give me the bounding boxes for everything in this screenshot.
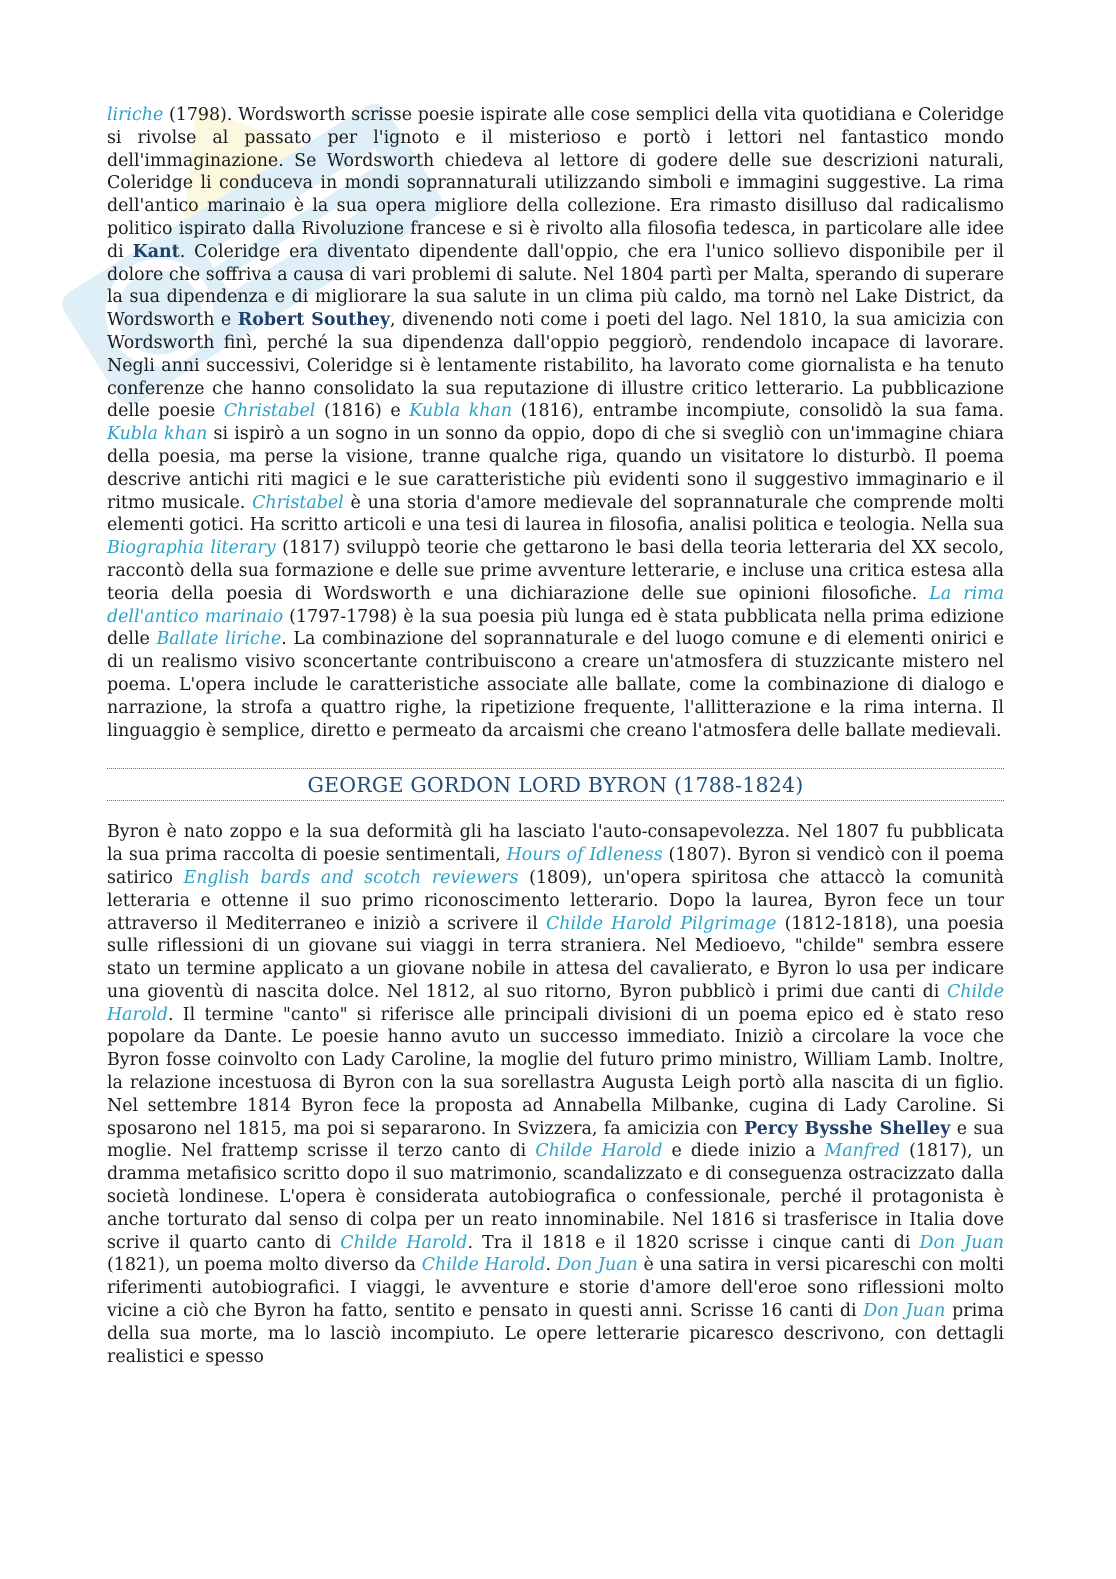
work-title: Don Juan xyxy=(863,1301,946,1322)
work-title: Kubla khan xyxy=(409,401,513,422)
work-title: Childe Harold xyxy=(340,1232,468,1253)
byron-paragraph xyxy=(107,821,1004,1368)
text-run: prima della sua morte, ma lo lasciò incompiuto. Le opere letterarie picaresco descrivono, con dettagli realistici e spesso xyxy=(107,1301,1004,1367)
text-run: , divenendo noti come i poeti del lago. Nel 1810, la sua amicizia con Wordsworth finì, perché la sua dipendenza dall'oppio peggiorò, rendendolo incapace di lavorare. Negli anni successivi, Coleridge si è lentamente ristabilito, ha lavorato come giornalista e ha tenuto conferenze che hanno consolidato la sua reputazione di illustre critico letterario. La pubblicazione delle poesie xyxy=(107,310,1004,422)
work-title: Don Juan xyxy=(556,1255,638,1276)
text-run: (1812-1818), una poesia sulle riflessioni di un giovane sui viaggi in terra straniera. Nel Medioevo, "childe" sembra essere stato un termine applicato a un giovane nobile in attesa del cavalierato, e Byron lo usa per indicare una gioventù di nascita dolce. Nel 1812, al suo ritorno, Byron pubblicò i primi due canti di xyxy=(107,913,1004,1002)
text-run: (1798). Wordsworth scrisse poesie ispirate alle cose semplici della vita quotidiana e Coleridge si rivolse al passato per l'ignoto e il misterioso e portò i lettori nel fantastico mondo dell'immaginazione. Se Wordsworth chiedeva al lettore di godere delle sue descrizioni naturali, Coleridge li conduceva in mondi soprannaturali utilizzando simboli e immagini suggestive. La rima dell'antico marinaio è la sua opera migliore della collezione. Era rimasto disilluso dal radicalismo politico ispirato dalla Rivoluzione francese e si è rivolto alla filosofia tedesca, in particolare alle idee di xyxy=(107,105,1004,262)
text-run: (1797-1798) è la sua poesia più lunga ed è stata pubblicata nella prima edizione delle xyxy=(107,606,1004,650)
work-title: liriche xyxy=(107,105,164,125)
work-title: Childe Harold Pilgrimage xyxy=(545,913,777,934)
section-heading xyxy=(107,768,1004,801)
work-title: Hours of Idleness xyxy=(506,845,663,866)
author-name: Robert Southey xyxy=(237,310,390,331)
text-run: (1821), un poema molto diverso da xyxy=(107,1255,422,1276)
work-title: Don Juan xyxy=(919,1232,1005,1253)
section-title-byron: GEORGE GORDON LORD BYRON (1788-1824) xyxy=(307,773,804,798)
work-title: La rima dell'antico marinaio xyxy=(107,583,1004,627)
heading-rule-bottom xyxy=(107,800,1004,801)
text-run: (1816), entrambe incompiute, consolidò la sua fama. xyxy=(512,401,1004,422)
text-run: . La combinazione del soprannaturale e del luogo comune e di elementi onirici e di un realismo visivo sconcertante contribuiscono a creare un'atmosfera di stuzzicante mistero nel poema. L'opera include le caratteristiche associate alle ballate, come la combinazione di dialogo e narrazione, la strofa a quattro righe, la ripetizione frequente, l'allitterazione e la rima interna. Il linguaggio è semplice, diretto e permeato da arcaismi che creano l'atmosfera delle ballate medievali. xyxy=(107,629,1004,741)
text-run: . xyxy=(545,1255,557,1276)
text-run: (1817), un dramma metafisico scritto dopo il suo matrimonio, scandalizzato e di conseguenza ostracizzato dalla società londinese. L'opera è considerata autobiografica o confessionale, perché il protagonista è anche torturato dal senso di colpa per un reato innominabile. Nel 1816 si trasferisce in Italia dove scrive il quarto canto di xyxy=(107,1141,1004,1253)
work-title: Childe Harold xyxy=(107,981,1004,1025)
text-run: (1816) e xyxy=(315,401,410,422)
work-title: Ballate liriche xyxy=(156,629,282,650)
text-run: e sua moglie. Nel frattemp scrisse il terzo canto di xyxy=(107,1118,1004,1162)
work-title: Childe Harold xyxy=(421,1255,546,1276)
work-title: Kubla khan xyxy=(107,424,208,445)
text-run: (1817) sviluppò teorie che gettarono le basi della teoria letteraria del XX secolo, raccontò della sua formazione e delle sue prime avventure letterarie, e incluse una critica estesa alla teoria della poesia di Wordsworth e una dichiarazione delle sue opinioni filosofiche. xyxy=(107,538,1004,604)
text-run: è una satira in versi picareschi con molti riferimenti autobiografici. I viaggi, le avventure e storie d'amore dell'eroe sono riflessioni molto vicine a ciò che Byron ha fatto, sentito e pensato in questi anni. Scrisse 16 canti di xyxy=(107,1255,1004,1322)
work-title: English bards and scotch reviewers xyxy=(183,867,519,888)
text-run: Byron è nato zoppo e la sua deformità gli ha lasciato l'auto-consapevolezza. Nel 1807 fu pubblicata la sua prima raccolta di poesie sentimentali, xyxy=(107,822,1004,866)
text-run: si ispirò a un sogno in un sonno da oppio, dopo di che si svegliò con un'immagine chiara della poesia, ma perse la visione, tranne qualche riga, quando un visitatore lo disturbò. Il poema descrive antichi riti magici e le sue caratteristiche più evidenti sono il suggestivo immaginario e il ritmo musicale. xyxy=(107,424,1004,513)
work-title: Manfred xyxy=(824,1141,901,1162)
text-run: . Tra il 1818 e il 1820 scrisse i cinque canti di xyxy=(467,1232,920,1253)
coleridge-paragraph xyxy=(107,104,1004,742)
text-run: . Coleridge era diventato dipendente dall'oppio, che era l'unico sollievo disponibile per il dolore che soffriva a causa di vari problemi di salute. Nel 1804 partì per Malta, sperando di superare la sua dipendenza e di migliorare la sua salute in un clima più caldo, ma tornò nel Lake District, da Wordsworth e xyxy=(107,241,1004,331)
work-title: Childe Harold xyxy=(535,1141,663,1162)
text-run: (1809), un'opera spiritosa che attaccò la comunità letteraria e ottenne il suo primo riconoscimento letterario. Dopo la laurea, Byron fece un tour attraverso il Mediterraneo e iniziò a scrivere il xyxy=(107,867,1004,934)
text-run: e diede inizio a xyxy=(662,1141,825,1162)
work-title: Christabel xyxy=(252,492,344,513)
document-page xyxy=(107,104,1004,1368)
author-name: Percy Bysshe Shelley xyxy=(744,1118,951,1139)
work-title: Christabel xyxy=(223,401,316,422)
text-run: è una storia d'amore medievale del soprannaturale che comprende molti elementi gotici. Ha scritto articoli e una tesi di laurea in filosofia, analisi politica e teologia. Nella sua xyxy=(107,492,1004,536)
author-name: Kant xyxy=(132,241,180,262)
work-title: Biographia literary xyxy=(107,538,276,559)
text-run: . Il termine "canto" si riferisce alle principali divisioni di un poema epico ed è stato reso popolare da Dante. Le poesie hanno avuto un successo immediato. Iniziò a circolare la voce che Byron fosse coinvolto con Lady Caroline, la moglie del futuro primo ministro, William Lamb. Inoltre, la relazione incestuosa di Byron con la sua sorellastra Augusta Leigh portò alla nascita di un figlio. Nel settembre 1814 Byron fece la proposta ad Annabella Milbanke, cugina di Lady Caroline. Si sposarono nel 1815, ma poi si separarono. In Svizzera, fa amicizia con xyxy=(107,1004,1004,1139)
text-run: (1807). Byron si vendicò con il poema satirico xyxy=(107,845,1004,888)
